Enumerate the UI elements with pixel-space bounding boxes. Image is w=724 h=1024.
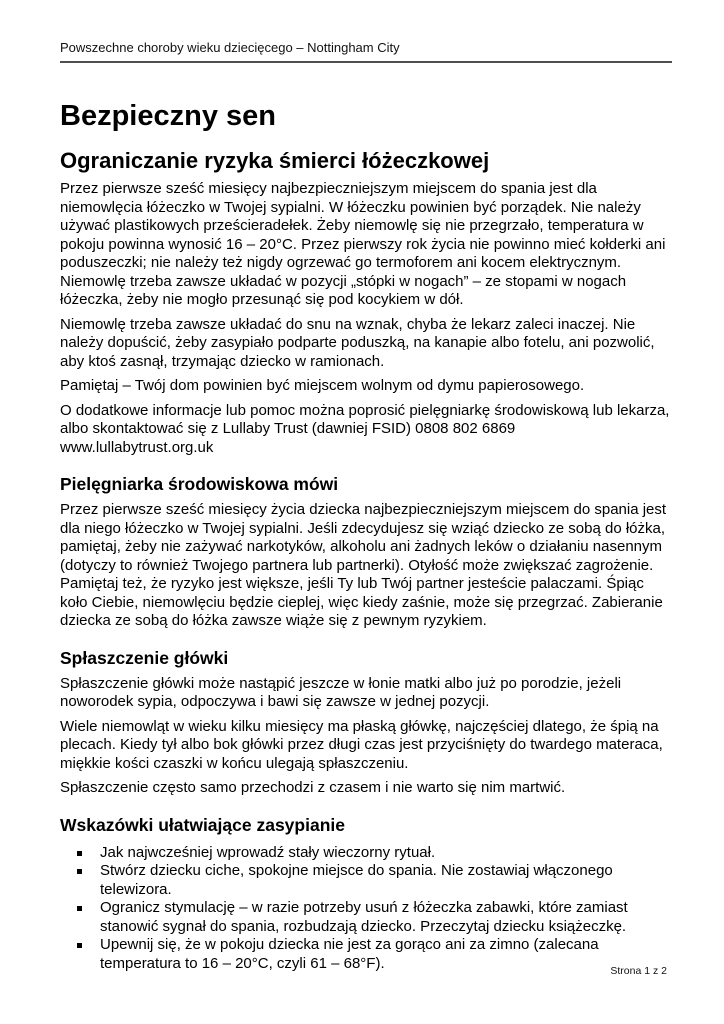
list-item-room-temperature [60, 936, 672, 973]
square-bullet-icon [77, 906, 82, 911]
square-bullet-icon [77, 869, 82, 874]
list-item-text: Stwórz dziecku ciche, spokojne miejsce do spania. Nie zostawiaj włączonego telewizora. [100, 862, 613, 898]
section-heading-flat-head: Spłaszczenie główki [60, 647, 229, 668]
list-item-text: Upewnij się, że w pokoju dziecka nie jest za gorąco ani za zimno (zalecana temperatura to 16 – 20°C, czyli 61 – 68°F). [100, 936, 599, 972]
page-header [60, 40, 672, 63]
paragraph-smoke-free: Pamiętaj – Twój dom powinien być miejscem wolnym od dymu papierosowego. [60, 377, 585, 394]
section-heading-risk-reduction: Ograniczanie ryzyka śmierci łóżeczkowej [60, 148, 490, 173]
list-item-text: Jak najwcześniej wprowadź stały wieczorny rytuał. [100, 843, 436, 861]
paragraph-flat-head-1: Spłaszczenie główki może nastąpić jeszcze w łonie matki albo już po porodzie, jeżeli noworodek sypia, odpoczywa i bawi się zawsze w jednej pozycji. [60, 674, 622, 710]
section-heading-health-visitor: Pielęgniarka środowiskowa mówi [60, 474, 339, 494]
section-heading-sleep-tips: Wskazówki ułatwiające zasypianie [60, 814, 345, 835]
paragraph-safe-sleep-1: Przez pierwsze sześć miesięcy najbezpieczniejszym miejscem do spania jest dla niemowlęcia łóżeczko w Twojej sypialni. W łóżeczku powinien być porządek. Nie należy używać plastikowych prześcieradełek. Żeby niemowlę się nie przegrzało, temperatura w pokoju powinna wynosić 16 – 20°C. Przez pierwszy rok życia nie powinno mieć kołderki ani poduszeczki; nie należy też nigdy ogrzewać go termoforem ani kocem elektrycznym. Niemowlę trzeba zawsze układać w pozycji „stópki w nogach” – ze stopami w nogach łóżeczka, żeby nie mogło przesunąć się pod kocykiem w dół. [60, 180, 666, 308]
square-bullet-icon [77, 943, 82, 948]
square-bullet-icon [77, 851, 82, 856]
list-item-quiet-place [60, 862, 672, 899]
document-title: Bezpieczny sen [60, 100, 276, 132]
page-header-text: Powszechne choroby wieku dziecięcego – Nottingham City [60, 40, 400, 55]
page-number: Strona 1 z 2 [610, 965, 667, 977]
list-item-text: Ogranicz stymulację – w razie potrzeby usuń z łóżeczka zabawki, które zamiast stanowić sygnał do spania, rozbudzają dziecko. Przeczytaj dziecku książeczkę. [100, 899, 628, 935]
sleep-tips-list [60, 844, 672, 974]
paragraph-health-visitor: Przez pierwsze sześć miesięcy życia dziecka najbezpieczniejszym miejscem do spania jest dla niego łóżeczko w Twojej sypialni. Jeśli zdecydujesz się wziąć dziecko ze sobą do łóżka, pamiętaj, żeby nie zażywać narkotyków, alkoholu ani żadnych leków o działaniu nasennym (dotyczy to również Twojego partnera lub partnerki). Otyłość może zwiększać zagrożenie. Pamiętaj też, że ryzyko jest większe, jeśli Ty lub Twój partner jesteście palaczami. Śpiąc koło Ciebie, niemowlęciu będzie cieplej, więc kiedy zaśnie, może się przegrzać. Zabieranie dziecka ze sobą do łóżka zawsze wiąże się z pewnym ryzykiem. [60, 501, 667, 629]
list-item-bedtime-ritual [60, 844, 672, 863]
paragraph-safe-sleep-2: Niemowlę trzeba zawsze układać do snu na wznak, chyba że lekarz zaleci inaczej. Nie należy dopuścić, żeby zasypiało podparte poduszką, na kanapie albo fotelu, ani pozwolić, aby ktoś zasnął, trzymając dziecko w ramionach. [60, 315, 655, 370]
paragraph-flat-head-2: Wiele niemowląt w wieku kilku miesięcy ma płaską główkę, najczęściej dlatego, że śpią na plecach. Kiedy tył albo bok główki przez długi czas jest przyciśnięty do twardego materaca, miękkie kości czaszki w końcu ulegają spłaszczeniu. [60, 717, 663, 772]
paragraph-flat-head-3: Spłaszczenie często samo przechodzi z czasem i nie warto się nim martwić. [60, 779, 566, 796]
paragraph-contact-info: O dodatkowe informacje lub pomoc można poprosić pielęgniarkę środowiskową lub lekarza, albo skontaktować się z Lullaby Trust (dawniej FSID) 0808 802 6869 www.lullabytrust.org.uk [60, 401, 670, 456]
list-item-limit-stimulation [60, 899, 672, 936]
